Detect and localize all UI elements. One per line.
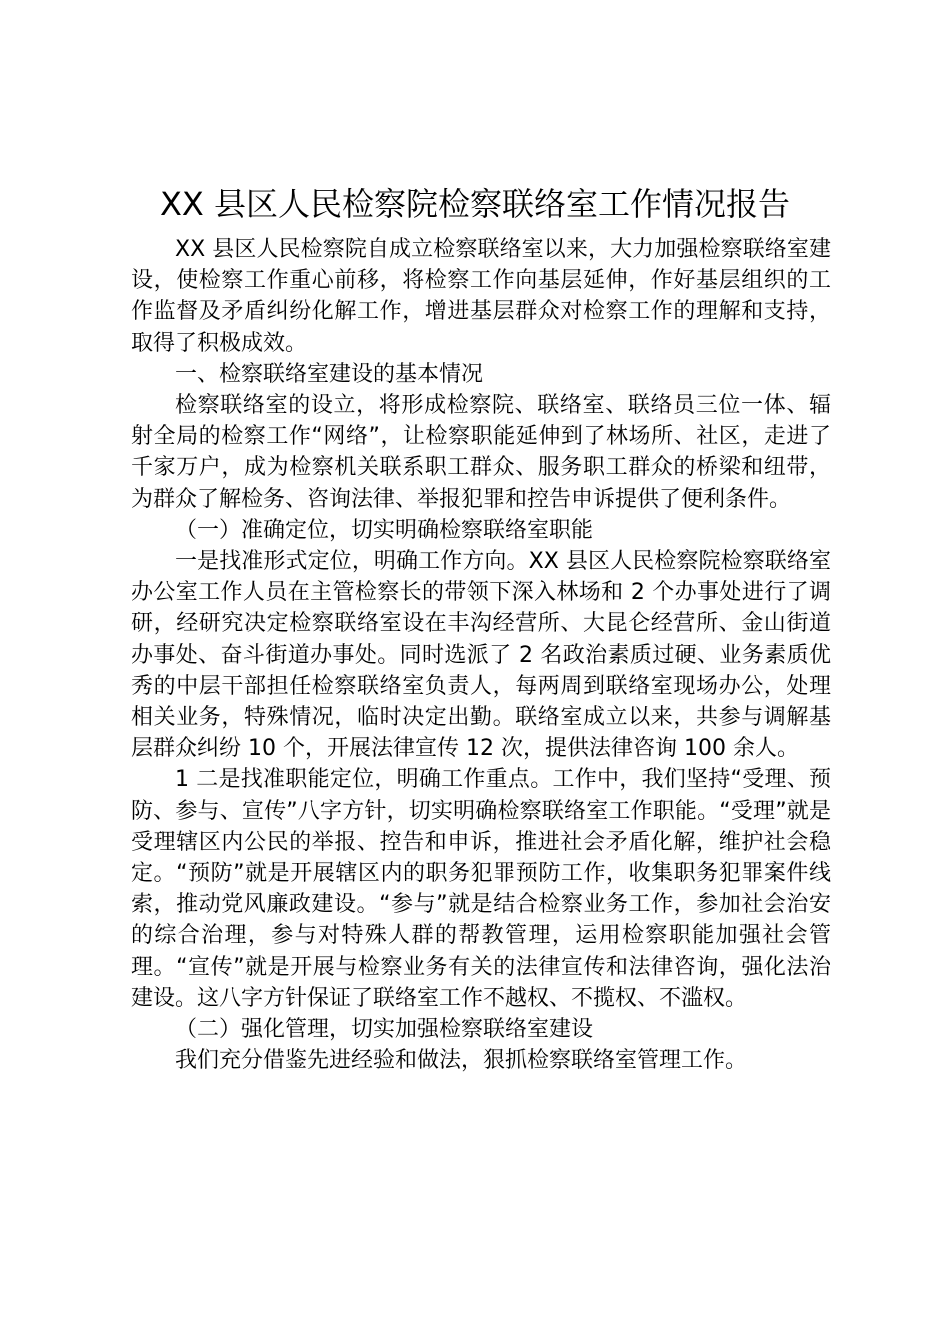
paragraph-management: 我们充分借鉴先进经验和做法，狠抓检察联络室管理工作。	[175, 1048, 748, 1074]
intro-paragraph: XX 县区人民检察院自成立检察联络室以来，大力加强检察联络室建设，使检察工作重心前移，将检察工作向基层延伸，作好基层组织的工作监督及矛盾纠纷化解工作，增进基层群众对检察工作的理解和支持，取得了积极成效。	[131, 237, 831, 356]
paragraph-establishment: 检察联络室的设立，将形成检察院、联络室、联络员三位一体、辐射全局的检察工作“网络”，让检察职能延伸到了林场所、社区，走进了千家万户，成为检察机关联系职工群众、服务职工群众的桥梁和纽带，为群众了解检务、咨询法律、举报犯罪和控告申诉提供了便利条件。	[131, 393, 831, 512]
document-title: XX 县区人民检察院检察联络室工作情况报告	[159, 185, 791, 223]
paragraph-form-positioning: 一是找准形式定位，明确工作方向。XX 县区人民检察院检察联络室办公室工作人员在主管检察长的带领下深入林场和 2 个办事处进行了调研，经研究决定检察联络室设在丰沟经营所、大昆仑经营所、金山街道办事处、奋斗街道办事处。同时选派了 2 名政治素质过硬、业务素质优秀的中层干部担任检察联络室负责人，每两周到联络室现场办公，处理相关业务，特殊情况，临时决定出勤。联络室成立以来，共参与调解基层群众纠纷 10 个，开展法律宣传 12 次，提供法律咨询 100 余人。	[131, 549, 831, 762]
subsection-heading-positioning: （一）准确定位，切实明确检察联络室职能	[175, 517, 594, 543]
section-heading-basic-situation: 一、检察联络室建设的基本情况	[175, 361, 484, 387]
subsection-heading-management: （二）强化管理，切实加强检察联络室建设	[175, 1017, 594, 1043]
paragraph-function-positioning: 1 二是找准职能定位，明确工作重点。工作中，我们坚持“受理、预防、参与、宣传”八字方针，切实明确检察联络室工作职能。“受理”就是受理辖区内公民的举报、控告和申诉，推进社会矛盾化解，维护社会稳定。“预防”就是开展辖区内的职务犯罪预防工作，收集职务犯罪案件线索，推动党风廉政建设。“参与”就是结合检察业务工作，参加社会治安的综合治理，参与对特殊人群的帮教管理，运用检察职能加强社会管理。“宣传”就是开展与检察业务有关的法律宣传和法律咨询，强化法治建设。这八字方针保证了联络室工作不越权、不揽权、不滥权。	[131, 767, 831, 1011]
document-body	[131, 234, 831, 1076]
